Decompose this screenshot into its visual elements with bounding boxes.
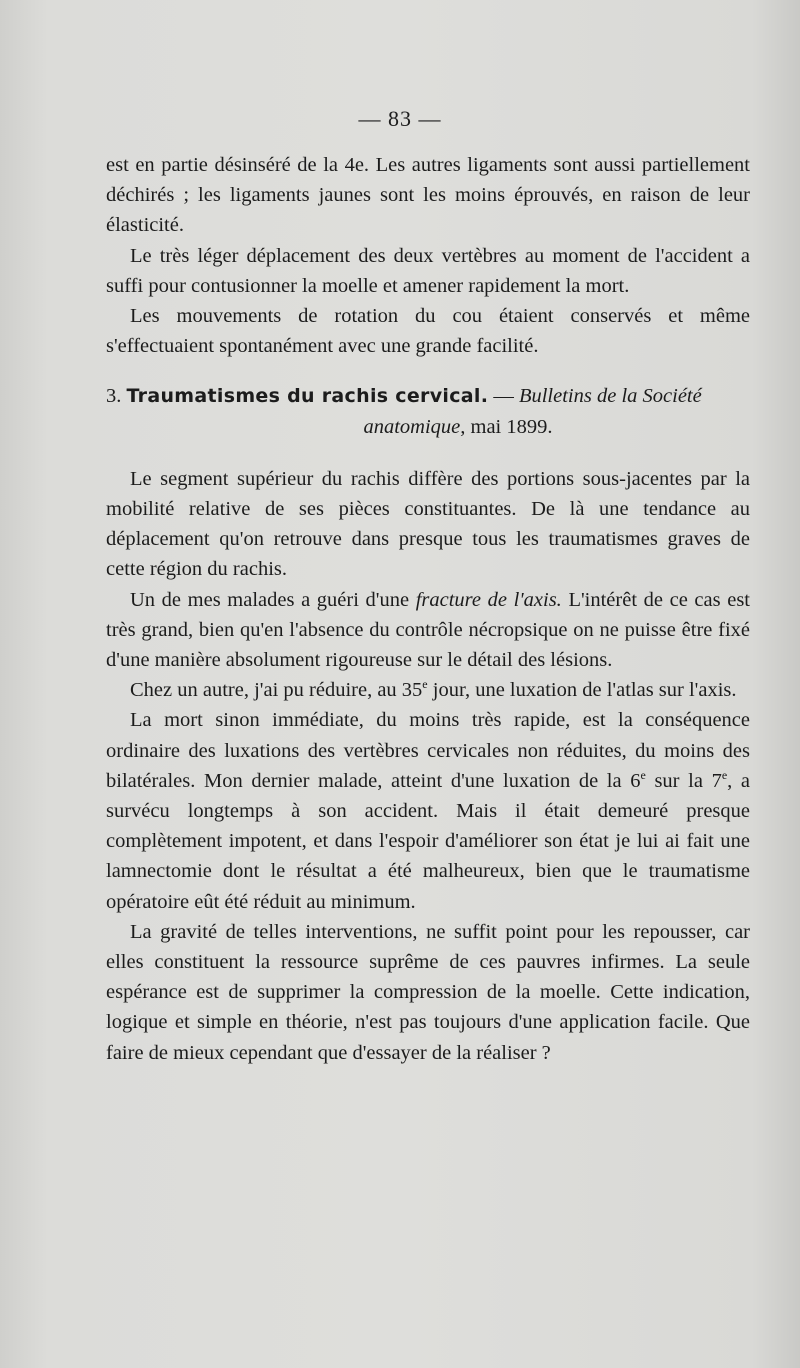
page-number: — 83 — bbox=[358, 106, 442, 131]
paragraph: Le très léger déplacement des deux vertèbres au moment de l'accident a suffi pour contusionner la moelle et amener rapidement la mort. bbox=[106, 244, 750, 297]
text-run: La mort sinon immédiate, du moins très rapide, est la conséquence ordinaire des luxations des vertèbres cervicales non réduites, du moins des bilatérales. Mon dernier malade, atteint d'une luxation de la 6 bbox=[106, 709, 750, 792]
text-run: Chez un autre, j'ai pu réduire, au 35 bbox=[130, 679, 423, 702]
superscript: e bbox=[640, 768, 646, 783]
text-run: L'intérêt de ce cas est très grand, bien qu'en l'absence du contrôle nécropsique on ne puisse être fixé d'une manière absolument rigoureuse sur le détail des lésions. bbox=[106, 588, 750, 672]
italic-term: fracture de l'axis. bbox=[415, 588, 562, 611]
text-run: Un de mes malades a guéri d'une bbox=[130, 588, 410, 611]
paragraph: La gravité de telles interventions, ne suffit point pour les repousser, car elles constituent la ressource suprême de ces pauvres infirmes. La seule espérance est de supprimer la compression de la moelle. Cette indication, logique et simple en théorie, n'est pas toujours d'une application facile. Que faire de mieux cependant que d'essayer de la réaliser ? bbox=[106, 920, 750, 1064]
section-date: mai 1899. bbox=[470, 415, 553, 438]
paragraph-continuation: est en partie désinséré de la 4e. Les autres ligaments sont aussi partiellement déchirés ; les ligaments jaunes sont les moins éprouvés, en raison de leur élasticité. bbox=[106, 154, 750, 237]
paragraph: Les mouvements de rotation du cou étaient conservés et même s'effectuaient spontanément avec une grande facilité. bbox=[106, 305, 750, 358]
section-source-line2: anatomique, bbox=[363, 415, 466, 438]
section-source: Bulletins de la Société bbox=[518, 385, 702, 408]
superscript: e bbox=[721, 768, 728, 783]
paragraph bbox=[106, 675, 750, 705]
section-number: 3. bbox=[106, 385, 122, 408]
paragraph bbox=[106, 705, 750, 916]
section-heading bbox=[106, 381, 750, 411]
section-title: Traumatismes du rachis cervical. bbox=[126, 385, 489, 408]
section-heading-line2 bbox=[106, 412, 750, 442]
page-text bbox=[106, 150, 750, 1068]
superscript: e bbox=[422, 677, 428, 692]
text-run: sur la 7 bbox=[654, 769, 722, 792]
text-run: , a survécu longtemps à son accident. Mais il était demeuré presque complètement impotent, et dans l'espoir d'améliorer son état je lui ai fait une lamnectomie dont le résultat a été malheureux, bien que le traumatisme opératoire eût été réduit au minimum. bbox=[106, 769, 751, 913]
section-dash: — bbox=[493, 385, 514, 408]
paragraph: Le segment supérieur du rachis diffère des portions sous-jacentes par la mobilité relative de ses pièces constituantes. De là une tendance au déplacement qu'on retrouve dans presque tous les traumatismes graves de cette région du rachis. bbox=[106, 467, 750, 581]
paragraph bbox=[106, 585, 750, 676]
text-run: jour, une luxation de l'atlas sur l'axis. bbox=[432, 679, 737, 702]
